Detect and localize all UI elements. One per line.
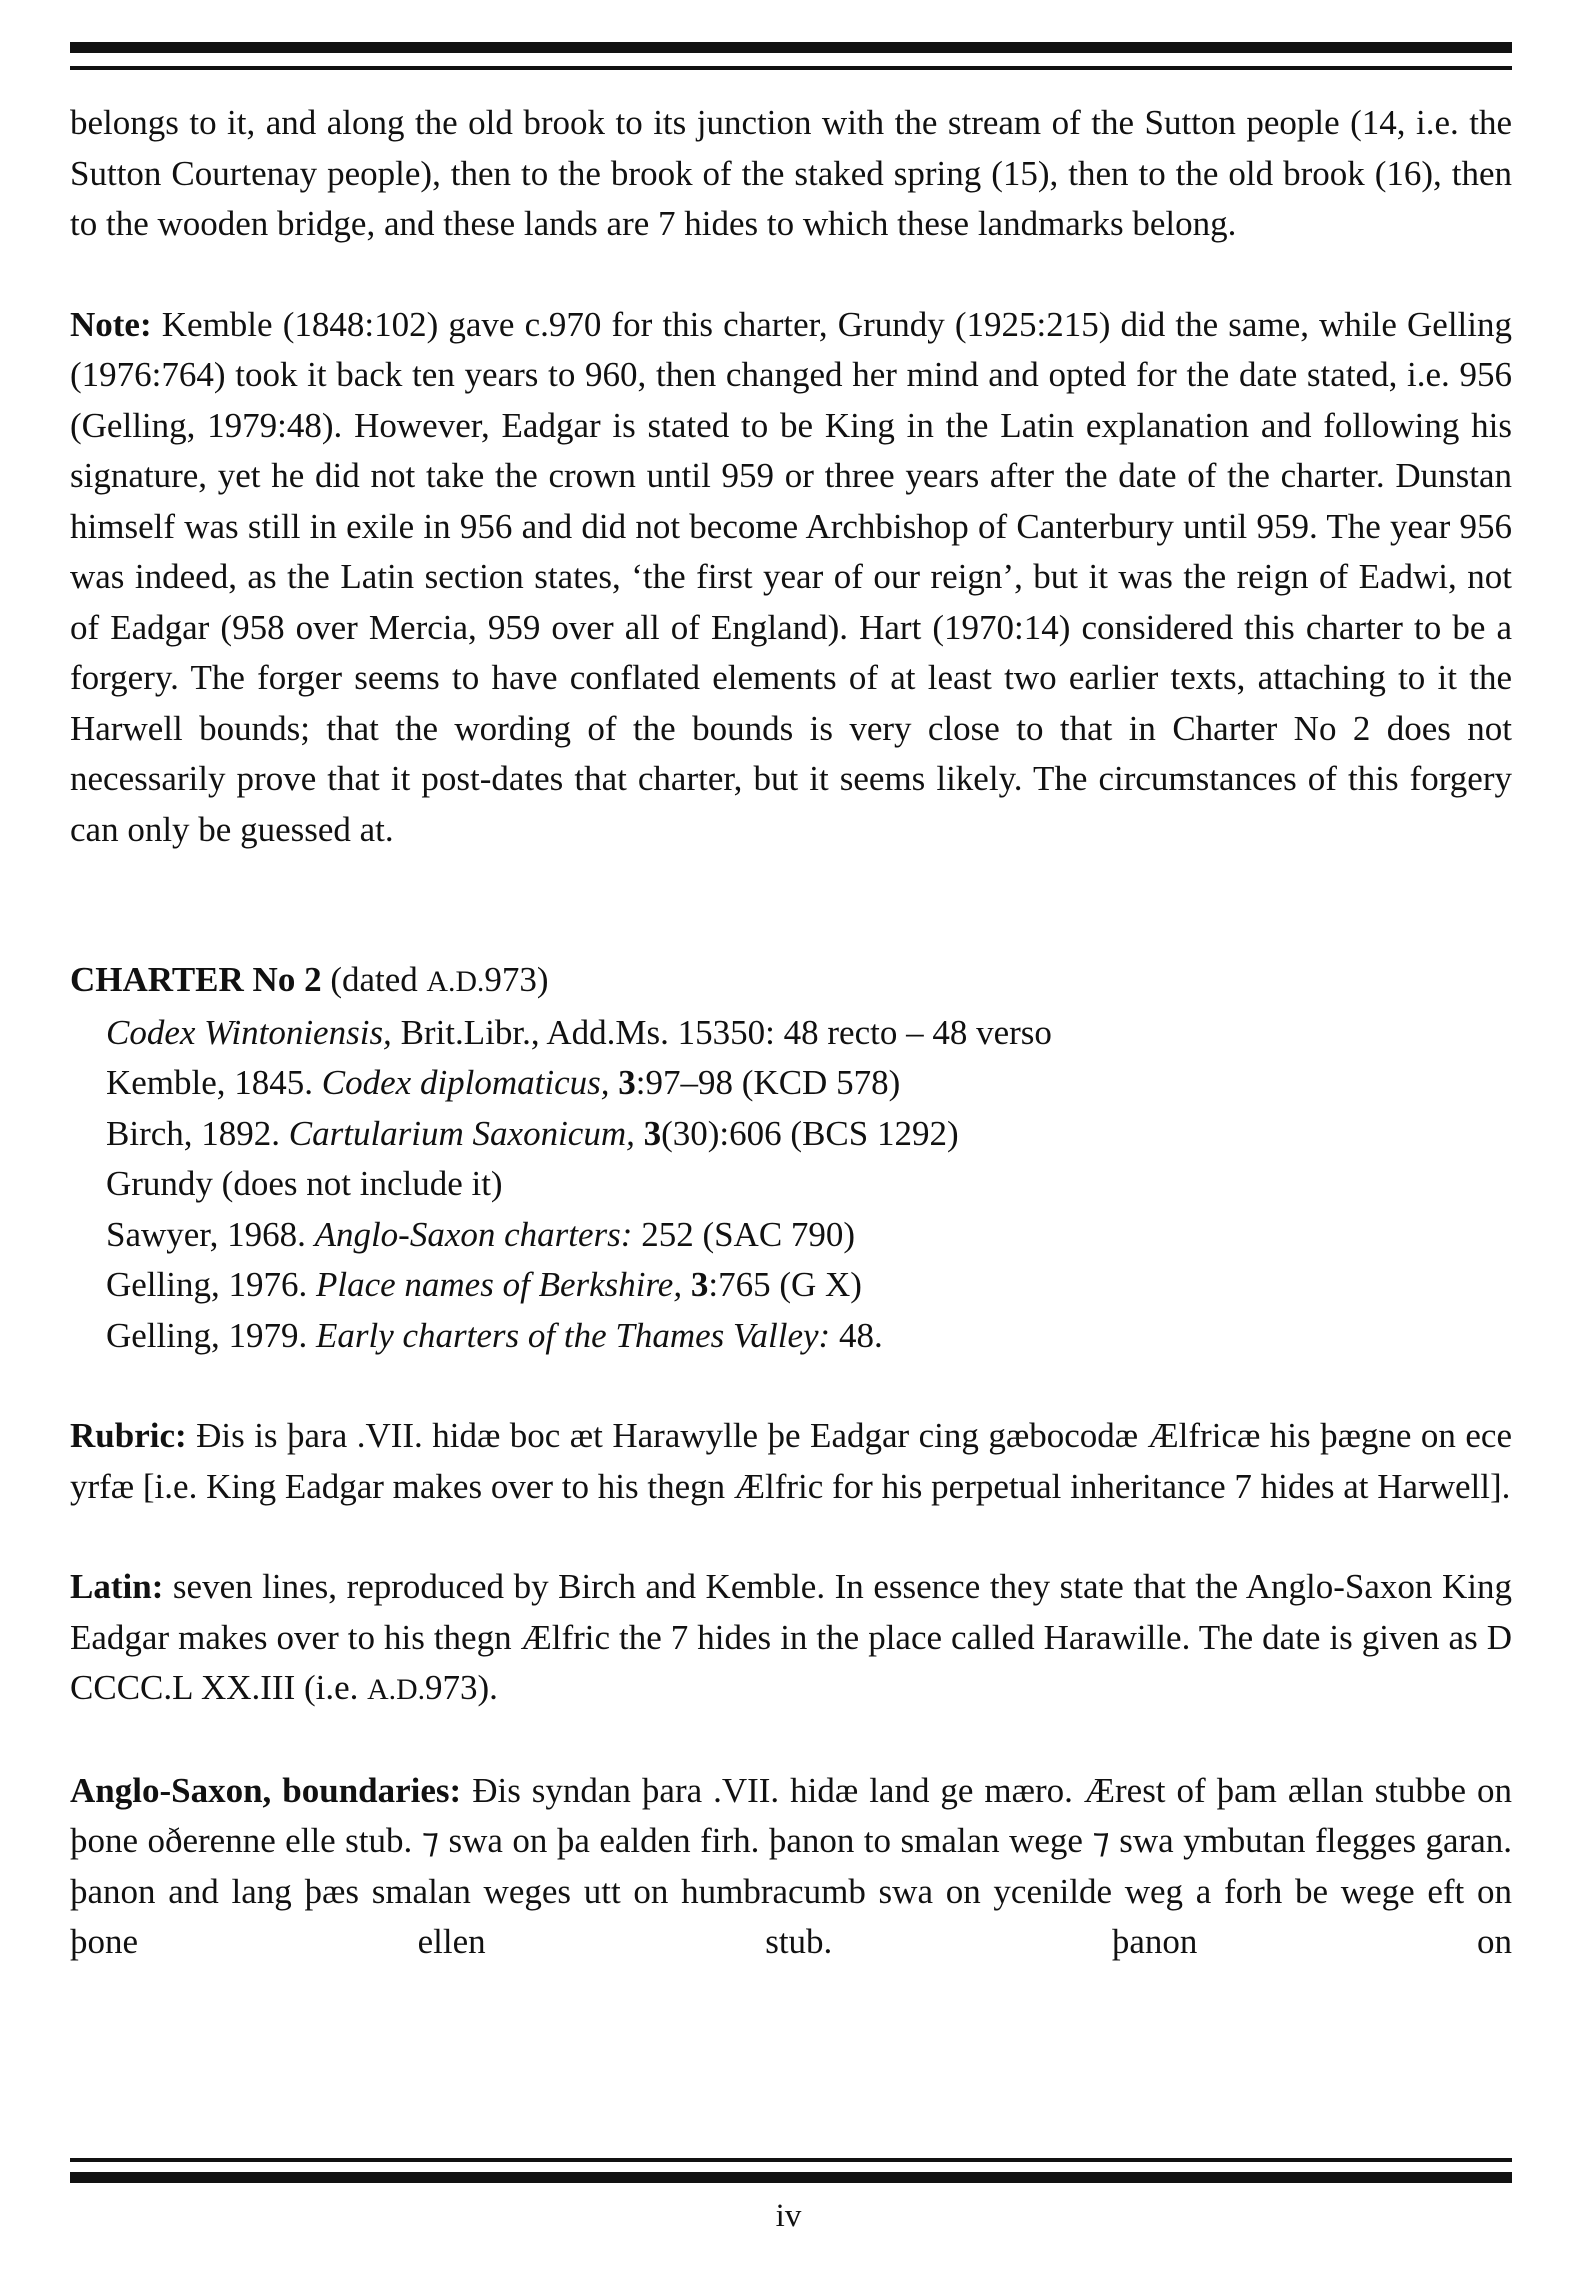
reference-volume: 3 (634, 1113, 662, 1153)
reference-author: Gelling, 1979. (106, 1315, 316, 1355)
reference-item (106, 1109, 1512, 1160)
charter-references (70, 1008, 1512, 1362)
latin-text: seven lines, reproduced by Birch and Kemble. In essence they state that the Anglo-Saxon King Eadgar makes over to his thegn Ælfric the 7 hides in the place called Harawille. The date is given as D CCCC.L XX.III (i.e. (70, 1567, 1512, 1707)
rubric-label: Rubric: (70, 1416, 187, 1455)
charter-title: CHARTER No 2 (70, 960, 322, 999)
reference-italic: Codex diplomaticus, (321, 1063, 610, 1102)
reference-italic: Cartularium Saxonicum, (288, 1113, 635, 1153)
latin-text-end: 973). (425, 1668, 498, 1707)
bottom-rule-thin (70, 2158, 1512, 2162)
latin-paragraph (70, 1562, 1512, 1716)
reference-plain: :765 (G X) (708, 1265, 862, 1304)
reference-item (106, 1210, 1512, 1261)
reference-author: Gelling, 1976. (106, 1265, 316, 1304)
rubric-paragraph (70, 1411, 1512, 1512)
intro-line: belongs to it, and along the old brook to its junction with the stream of the Sutton (70, 103, 1236, 142)
note-text: Kemble (1848:102) gave c.970 for this charter, Grundy (1925:215) did the same, while Gelling (1976:764) took it back ten years to 960, then changed her mind and opted for the date stated, i.e. 956 (Gelling, 1979:48). However, Eadgar is stated to be King in the Latin explanation and following his signature, yet he did not take the crown until 959 or three years after the date of the charter. Dunstan himself was still in exile in 956 and did not become Archbishop of Canterbury until 959. The year 956 was indeed, as the Latin section states, ‘the first year of our reign’, but it was the reign of Eadwi, not of Eadgar (958 over Mercia, 959 over all of England). Hart (1970:14) considered this charter to be a forgery. The forger seems to have conflated elements of at least two earlier texts, attaching to it the Harwell bounds; that the wording of the bounds is very close to that in Charter No 2 does not necessarily prove that it post-dates that charter, but it seems likely. The circumstances of this forgery can only be guessed at. (70, 304, 1512, 849)
reference-volume: 3 (682, 1265, 709, 1304)
reference-italic: Place names of Berkshire, (315, 1265, 683, 1304)
reference-author: Birch, 1892. (106, 1113, 289, 1153)
reference-plain: 48. (830, 1315, 883, 1355)
latin-label: Latin: (70, 1567, 164, 1606)
reference-italic: Anglo-Saxon charters: (314, 1214, 633, 1254)
charter-dated-prefix: (dated (330, 960, 427, 999)
reference-item (106, 1311, 1512, 1362)
reference-plain: :97–98 (KCD 578) (635, 1063, 901, 1102)
intro-paragraph (70, 98, 1512, 250)
charter-dated-era: A.D. (426, 965, 485, 998)
reference-italic: Early charters of the Thames Valley: (315, 1315, 831, 1355)
reference-plain: (30):606 (BCS 1292) (661, 1113, 959, 1153)
reference-plain: Grundy (does not include it) (106, 1164, 503, 1203)
reference-plain: 252 (SAC 790) (632, 1214, 856, 1254)
reference-item (106, 1008, 1512, 1059)
note-paragraph (70, 300, 1512, 856)
page-content (70, 98, 1512, 1968)
charter-heading (70, 955, 1512, 1008)
anglo-saxon-text: Ðis syndan þara .VII. hidæ land ge mæro. Ærest of þam ællan stubbe on þone oðerenne elle stub. ⁊ swa on þa ealden firh. þanon to smalan wege ⁊ swa ymbutan flegges garan. þanon and lang þæs smalan weges utt on humbracumb swa on ycenilde weg a forh be wege eft on þone ellen stub. þanon on (70, 1770, 1513, 1961)
intro-line: to which these landmarks belong. (766, 204, 1237, 243)
bottom-rule-thick (70, 2172, 1512, 2183)
reference-author: Kemble, 1845. (106, 1063, 322, 1102)
rubric-text: Ðis is þara .VII. hidæ boc æt Harawylle þe Eadgar cing gæbocodæ Ælfricæ his þægne on ece yrfæ [i.e. King Eadgar makes over to his thegn Ælfric for his perpetual inheritance 7 hides at Harwell]. (70, 1416, 1512, 1506)
intro-line: (15), then to the old brook (16), then to the wooden bridge, and these lands are 7 hides (70, 153, 1512, 243)
reference-item (106, 1058, 1512, 1109)
anglo-saxon-label: Anglo-Saxon, boundaries: (70, 1770, 462, 1810)
reference-item (106, 1159, 1512, 1210)
reference-volume: 3 (609, 1063, 636, 1102)
page-number: iv (775, 2198, 802, 2234)
intro-line: people (14, i.e. the Sutton Courtenay people), then to the brook of the staked spring (70, 103, 1513, 193)
charter-dated-year: 973) (484, 960, 549, 999)
top-rule-thick (70, 42, 1512, 53)
anglo-saxon-paragraph (70, 1766, 1512, 1968)
latin-era: A.D. (367, 1673, 426, 1706)
reference-plain: Brit.Libr., Add.Ms. 15350: 48 recto – 48 verso (391, 1012, 1052, 1052)
reference-author: Sawyer, 1968. (106, 1214, 315, 1254)
reference-item (106, 1260, 1512, 1311)
reference-italic: Codex Wintoniensis, (106, 1012, 392, 1052)
top-rule-thin (70, 66, 1512, 70)
note-label: Note: (70, 304, 152, 344)
